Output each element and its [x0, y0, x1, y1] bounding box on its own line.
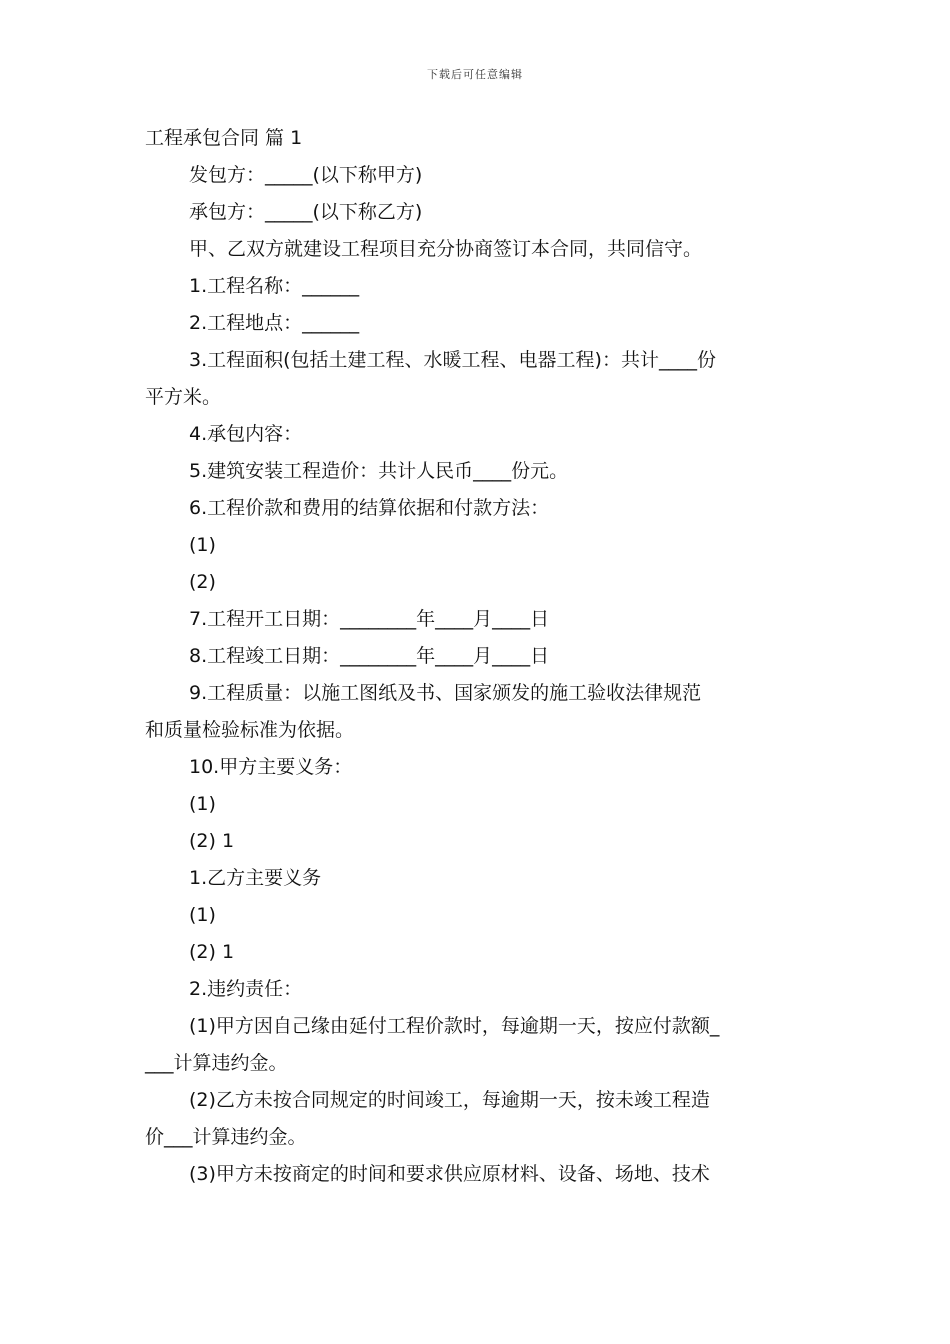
contract-line: 1.工程名称：______ [189, 275, 360, 297]
contract-title: 工程承包合同 篇 1 [145, 127, 303, 149]
contract-body [145, 120, 813, 1193]
contract-line: 2.工程地点：______ [189, 312, 360, 334]
contract-line: (2) [189, 571, 216, 593]
contract-line: 3.工程面积(包括土建工程、水暖工程、电器工程)：共计____份 [189, 349, 716, 371]
contract-line: 和质量检验标准为依据。 [145, 719, 355, 741]
contract-line: (2) 1 [189, 830, 235, 852]
contract-line: 8.工程竣工日期：________年____月____日 [189, 645, 550, 667]
contract-line: (1)甲方因自己缘由延付工程价款时，每逾期一天，按应付款额_ [189, 1015, 720, 1037]
contract-line: (2) 1 [189, 941, 235, 963]
contract-line: 9.工程质量：以施工图纸及书、国家颁发的施工验收法律规范 [189, 682, 702, 704]
contract-line: 平方米。 [145, 386, 222, 408]
contract-line: ___计算违约金。 [145, 1052, 288, 1074]
contract-line: (1) [189, 534, 216, 556]
contract-line: 4.承包内容： [189, 423, 303, 445]
contract-line: (1) [189, 904, 216, 926]
contract-line: 6.工程价款和费用的结算依据和付款方法： [189, 497, 550, 519]
contract-line: 10.甲方主要义务： [189, 756, 353, 778]
contract-line: 价___计算违约金。 [145, 1126, 307, 1148]
contract-line: 2.违约责任： [189, 978, 303, 1000]
contract-line: (3)甲方未按商定的时间和要求供应原材料、设备、场地、技术 [189, 1163, 710, 1185]
contract-line: 5.建筑安装工程造价：共计人民币____份元。 [189, 460, 569, 482]
contract-line: 7.工程开工日期：________年____月____日 [189, 608, 550, 630]
contract-line: (2)乙方未按合同规定的时间竣工，每逾期一天，按未竣工程造 [189, 1089, 710, 1111]
contract-line: 发包方：_____(以下称甲方) [189, 164, 423, 186]
contract-line: 甲、乙双方就建设工程项目充分协商签订本合同，共同信守。 [189, 238, 703, 260]
page-header: 下载后可任意编辑 [427, 68, 523, 81]
contract-line: 1.乙方主要义务 [189, 867, 322, 889]
contract-line: 承包方：_____(以下称乙方) [189, 201, 423, 223]
contract-line: (1) [189, 793, 216, 815]
